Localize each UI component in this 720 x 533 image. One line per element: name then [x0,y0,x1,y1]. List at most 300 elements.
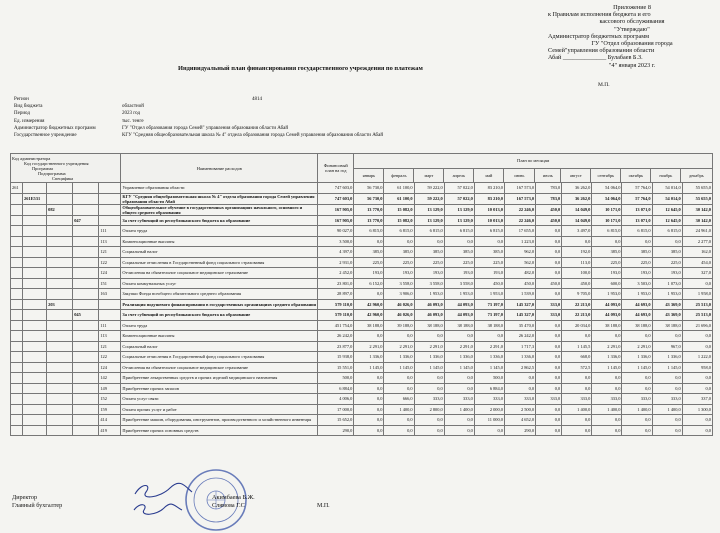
month-value-cell: 0,0 [592,236,622,247]
month-value-cell: 666,0 [384,394,414,405]
month-value-cell: 225,0 [384,257,414,268]
month-value-cell: 0,0 [444,331,474,342]
month-value-cell: 0,0 [444,415,474,426]
total-cell: 747 603,0 [318,183,354,194]
code-cell [99,299,121,310]
month-value-cell: 1 336,0 [354,352,384,363]
month-value-cell: 39 188,0 [384,320,414,331]
name-cell: Социальные отчисления в Государственный фонд социального страхования [121,352,318,363]
table-row [11,394,713,405]
meta-label: Государственное учреждение [14,133,77,139]
month-value-cell: 0,0 [444,373,474,384]
month-value-cell: 0,0 [354,415,384,426]
month-value-cell: 11 000,0 [474,415,504,426]
code-cell: 121 [99,247,121,258]
code-cell [11,299,23,310]
code-cell: 082 [47,204,73,215]
month-value-cell: 13 071,0 [622,204,652,215]
month-value-cell: 450,0 [536,204,562,215]
code-cell [11,404,23,415]
month-value-cell: 0,0 [652,425,682,436]
code-cell: 151 [99,278,121,289]
table-row [11,373,713,384]
month-value-cell: 0,0 [536,362,562,373]
month-value-cell: 3 558,0 [414,278,444,289]
code-cell [23,289,47,300]
month-value-cell: 44 093,0 [444,299,474,310]
month-value-cell: 6 815,0 [622,226,652,237]
month-value-cell: 0,0 [682,383,712,394]
code-cell [11,320,23,331]
month-header: декабрь [689,173,704,178]
month-value-cell: 1 145,0 [622,362,652,373]
name-cell: Компенсационные выплаты [121,331,318,342]
month-value-cell: 0,0 [562,331,592,342]
month-value-cell: 1 400,0 [444,404,474,415]
month-value-cell: 0,0 [592,383,622,394]
month-value-cell: 56 730,0 [354,183,384,194]
month-value-cell: 385,0 [652,247,682,258]
total-cell: 23 801,0 [318,278,354,289]
meta-value: тыс. тенге [122,118,144,124]
code-cell: 163 [99,289,121,300]
month-value-cell: 2 291,0 [354,341,384,352]
code-cell [47,341,73,352]
total-cell: 90 027,0 [318,226,354,237]
code-cell [73,183,99,194]
month-header: февраль [384,169,414,182]
appendix-block [548,4,716,69]
total-cell: 6 884,0 [318,383,354,394]
month-value-cell: 1 300,0 [682,404,712,415]
name-cell: Управление образования области [121,183,318,194]
month-header: март [414,169,444,182]
month-value-cell: 2 000,0 [474,404,504,415]
table-row [11,404,713,415]
month-value-cell: 0,0 [354,236,384,247]
month-value-cell: 38 188,0 [622,320,652,331]
code-cell [47,362,73,373]
month-value-cell: 167 573,0 [504,193,535,204]
month-value-cell: 30 142,0 [682,204,712,215]
month-value-cell: 1 336,0 [592,352,622,363]
name-cell: За счет субвенций из республиканского бюджета на образование [121,215,318,226]
table-row [11,299,713,310]
total-cell: 2 452,0 [318,268,354,279]
month-value-cell: 6 815,0 [444,226,474,237]
month-value-cell: 15 082,0 [384,204,414,215]
month-value-cell: 14 049,0 [562,204,592,215]
code-cell [73,204,99,215]
month-value-cell: 0,0 [652,373,682,384]
total-cell: 451 754,0 [318,320,354,331]
month-value-cell: 0,0 [536,415,562,426]
code-cell [47,193,73,204]
code-cell [23,362,47,373]
table-row [11,352,713,363]
code-cell [11,341,23,352]
total-cell: 15 652,0 [318,415,354,426]
month-value-cell: 21 696,0 [682,320,712,331]
code-cell [73,320,99,331]
month-value-cell: 13 129,0 [444,215,474,226]
total-cell: 4 006,0 [318,394,354,405]
code-cell [47,352,73,363]
month-value-cell: 22 246,0 [504,204,535,215]
code-cell: 149 [99,383,121,394]
month-header: июнь [504,169,535,182]
month-value-cell: 38 188,0 [474,320,504,331]
meta-value: 4814 [252,97,262,102]
code-cell [11,352,23,363]
table-row [11,278,713,289]
table-row [11,193,713,204]
month-value-cell: 327,0 [682,268,712,279]
month-value-cell: 1 145,0 [652,362,682,373]
month-value-cell: 192,0 [562,247,592,258]
month-value-cell: 22 246,0 [504,215,535,226]
month-value-cell: 1 336,0 [474,352,504,363]
month-value-cell: 1 958,0 [682,289,712,300]
month-value-cell: 1 953,0 [414,289,444,300]
code-cell [47,373,73,384]
month-value-cell: 482,0 [504,268,535,279]
month-value-cell: 30 142,0 [682,215,712,226]
code-cell [47,425,73,436]
month-value-cell: 333,0 [592,394,622,405]
code-cell [73,331,99,342]
month-value-cell: 43 369,0 [652,299,682,310]
code-cell [11,278,23,289]
total-cell: 579 110,0 [318,310,354,321]
month-value-cell: 450,0 [536,215,562,226]
month-value-cell: 2 277,0 [682,236,712,247]
admin-label: Администратор бюджетных программ [548,32,650,40]
name-cell: Отчисления на обязательное социальное медицинское страхование [121,268,318,279]
code-cell [11,257,23,268]
code-cell [47,415,73,426]
code-cell [47,383,73,394]
month-value-cell: 10 171,0 [592,215,622,226]
month-value-cell: 333,0 [562,394,592,405]
code-cell [99,215,121,226]
month-value-cell: 0,0 [682,425,712,436]
month-value-cell: 1 223,0 [504,236,535,247]
month-value-cell: 6 815,0 [384,226,414,237]
month-value-cell: 0,0 [474,425,504,436]
month-value-cell: 333,0 [536,299,562,310]
meta-row [14,125,552,132]
month-value-cell: 54 064,0 [592,183,622,194]
code-cell [47,247,73,258]
code-cell: 142 [99,373,121,384]
code-cell [47,215,73,226]
month-value-cell: 0,0 [652,383,682,394]
month-value-cell: 2 862,5 [504,362,535,373]
month-value-cell: 1 145,0 [354,362,384,373]
month-value-cell: 333,0 [414,394,444,405]
month-value-cell: 42 960,0 [354,299,384,310]
month-value-cell: 13 770,0 [354,215,384,226]
month-value-cell: 0,0 [536,226,562,237]
month-value-cell: 2 291,0 [622,341,652,352]
month-value-cell: 0,0 [652,331,682,342]
stamp-place-label-bottom: М.П. [317,503,330,509]
month-value-cell: 36 262,0 [562,193,592,204]
month-value-cell: 0,0 [384,383,414,394]
name-cell: Общеобразовательное обучение в государственных организациях начального, основного и общего среднего образования [121,204,318,215]
month-value-cell: 193,0 [354,268,384,279]
code-cell: 124 [99,362,121,373]
total-cell: 3 500,0 [318,236,354,247]
code-cell [47,268,73,279]
month-value-cell: 35 470,0 [504,320,535,331]
name-cell: Закупки Фонда всеобщего обязательного среднего образования [121,289,318,300]
header-codes: Код администратора Код государственного учреждения Программа Подпрограмма Специфика [11,154,121,183]
month-value-cell: 0,0 [682,341,712,352]
month-value-cell: 783,0 [536,193,562,204]
total-cell: 15 551,0 [318,362,354,373]
month-value-cell: 26 242,0 [504,331,535,342]
month-value-cell: 22 213,0 [562,310,592,321]
total-cell: 26 242,0 [318,331,354,342]
month-value-cell: 46 093,0 [414,299,444,310]
code-cell: 203 [47,299,73,310]
table-row [11,362,713,373]
code-cell [23,247,47,258]
month-value-cell: 1 145,0 [444,362,474,373]
code-cell: 419 [99,425,121,436]
month-value-cell: 0,0 [354,394,384,405]
meta-row [14,110,552,117]
meta-label: Вид бюджета [14,104,43,110]
month-value-cell: 0,0 [384,425,414,436]
month-value-cell: 0,0 [536,331,562,342]
month-value-cell: 3 906,0 [384,289,414,300]
month-value-cell: 3 503,0 [622,278,652,289]
month-value-cell: 59 222,0 [414,183,444,194]
month-value-cell: 0,0 [474,236,504,247]
month-value-cell: 0,0 [414,236,444,247]
month-value-cell: 59 222,0 [414,193,444,204]
month-value-cell: 1 145,0 [384,362,414,373]
total-cell: 747 603,0 [318,193,354,204]
month-value-cell: 1 222,0 [682,352,712,363]
total-cell: 28 897,0 [318,289,354,300]
code-cell [11,236,23,247]
month-value-cell: 500,0 [474,373,504,384]
month-value-cell: 0,0 [622,373,652,384]
code-cell [11,362,23,373]
month-value-cell: 290,0 [504,425,535,436]
month-value-cell: 57 022,0 [444,193,474,204]
month-value-cell: 55 655,0 [682,193,712,204]
code-cell: 414 [99,415,121,426]
month-value-cell: 0,0 [562,383,592,394]
table-row [11,247,713,258]
month-value-cell: 337,0 [682,394,712,405]
month-value-cell: 333,0 [504,394,535,405]
month-value-cell: 42 960,0 [354,310,384,321]
total-cell: 290,0 [318,425,354,436]
month-value-cell: 1 717,3 [504,341,535,352]
meta-row [14,132,552,139]
month-value-cell: 0,0 [562,425,592,436]
month-value-cell: 450,0 [536,278,562,289]
month-value-cell: 225,0 [444,257,474,268]
month-value-cell: 57 764,0 [622,193,652,204]
code-cell [23,320,47,331]
month-value-cell: 0,0 [652,415,682,426]
name-cell: Оплата коммунальных услуг [121,278,318,289]
code-cell [23,310,47,321]
month-value-cell: 43 369,0 [652,310,682,321]
code-cell [23,236,47,247]
month-value-cell: 225,0 [474,257,504,268]
month-value-cell: 0,0 [444,383,474,394]
month-value-cell: 38 188,0 [444,320,474,331]
total-cell: 4 397,0 [318,247,354,258]
code-cell [73,278,99,289]
code-cell [23,352,47,363]
code-cell [11,331,23,342]
month-value-cell: 25 513,0 [682,310,712,321]
code-cell [99,193,121,204]
month-value-cell: 36 262,0 [562,183,592,194]
month-value-cell: 6 815,0 [592,226,622,237]
month-value-cell: 12 645,0 [652,215,682,226]
month-value-cell: 1 336,0 [622,352,652,363]
code-cell [73,373,99,384]
code-cell [47,236,73,247]
code-cell [73,341,99,352]
code-cell [23,425,47,436]
code-cell [73,404,99,415]
month-header: январь [354,169,384,182]
month-value-cell: 0,0 [384,415,414,426]
month-value-cell: 1 145,0 [414,362,444,373]
appendix-line: Приложение 8 [613,4,651,11]
code-cell: 111 [99,320,121,331]
month-value-cell: 2 800,0 [414,404,444,415]
month-value-cell: 54 064,0 [592,193,622,204]
month-value-cell: 562,0 [504,257,535,268]
month-value-cell: 1 953,0 [592,289,622,300]
month-value-cell: 2 291,0 [592,341,622,352]
month-value-cell: 167 573,0 [504,183,535,194]
meta-label: Период [14,111,30,117]
month-value-cell: 54 014,0 [652,193,682,204]
month-value-cell: 1 953,0 [622,289,652,300]
month-value-cell: 958,0 [682,362,712,373]
month-value-cell: 10 013,0 [474,215,504,226]
code-cell [47,278,73,289]
total-cell: 500,0 [318,373,354,384]
month-value-cell: 0,0 [444,425,474,436]
code-cell [23,394,47,405]
month-value-cell: 0,0 [536,352,562,363]
month-value-cell: 333,0 [536,310,562,321]
month-value-cell: 0,0 [592,373,622,384]
month-value-cell: 113,0 [562,257,592,268]
month-value-cell: 4 652,0 [504,415,535,426]
month-value-cell: 56 730,0 [354,193,384,204]
month-value-cell: 0,0 [444,236,474,247]
month-value-cell: 1 953,0 [652,289,682,300]
month-value-cell: 2 291,0 [474,341,504,352]
month-value-cell: 0,0 [562,236,592,247]
code-cell [99,204,121,215]
code-cell: 045 [73,310,99,321]
month-value-cell: 225,0 [592,257,622,268]
month-value-cell: 1 400,0 [622,404,652,415]
month-value-cell: 44 693,0 [622,299,652,310]
code-cell [73,362,99,373]
signature-role: Директор [12,494,38,501]
month-value-cell: 333,0 [444,394,474,405]
code-cell [23,278,47,289]
month-value-cell: 1 539,0 [504,289,535,300]
table-row [11,425,713,436]
month-value-cell: 0,0 [354,383,384,394]
month-value-cell: 162,0 [682,247,712,258]
month-value-cell: 193,0 [444,268,474,279]
month-value-cell: 0,0 [536,320,562,331]
month-value-cell: 2 500,0 [504,404,535,415]
month-value-cell: 46 026,0 [384,299,414,310]
month-value-cell: 668,0 [562,352,592,363]
month-value-cell: 0,0 [536,268,562,279]
month-value-cell: 0,0 [474,331,504,342]
table-row [11,289,713,300]
code-cell [73,415,99,426]
signature-name: Акимбаева Б.Ж. [212,494,255,501]
month-value-cell: 38 188,0 [592,320,622,331]
month-value-cell: 1 336,0 [384,352,414,363]
month-value-cell: 10 013,0 [474,204,504,215]
meta-value: 2023 год [122,111,141,117]
code-cell [73,352,99,363]
month-header: октябрь [621,169,651,182]
total-cell: 167 905,0 [318,215,354,226]
month-header: август [561,169,591,182]
meta-label: Регион [14,97,29,102]
month-value-cell: 962,0 [504,247,535,258]
month-value-cell: 450,0 [504,278,535,289]
code-cell [23,404,47,415]
table-row [11,226,713,237]
header-name: Наименование расходов [121,154,318,183]
code-cell [73,257,99,268]
month-value-cell: 1 400,0 [652,404,682,415]
meta-value: КГУ "Средняя общеобразовательная школа № 4" отдела образования города Семей управления образования области Абай [122,133,383,139]
code-cell [11,247,23,258]
month-value-cell: 73 197,0 [474,299,504,310]
month-value-cell: 61 100,0 [384,193,414,204]
month-value-cell: 22 213,0 [562,299,592,310]
month-value-cell: 1 073,0 [652,278,682,289]
code-cell [23,268,47,279]
month-value-cell: 385,0 [384,247,414,258]
code-cell: 121 [99,341,121,352]
code-cell: 261 [11,183,23,194]
table-row [11,257,713,268]
code-cell: 111 [99,226,121,237]
code-cell [11,268,23,279]
month-value-cell: 0,0 [354,373,384,384]
table-row [11,204,713,215]
month-value-cell: 1 336,0 [504,352,535,363]
